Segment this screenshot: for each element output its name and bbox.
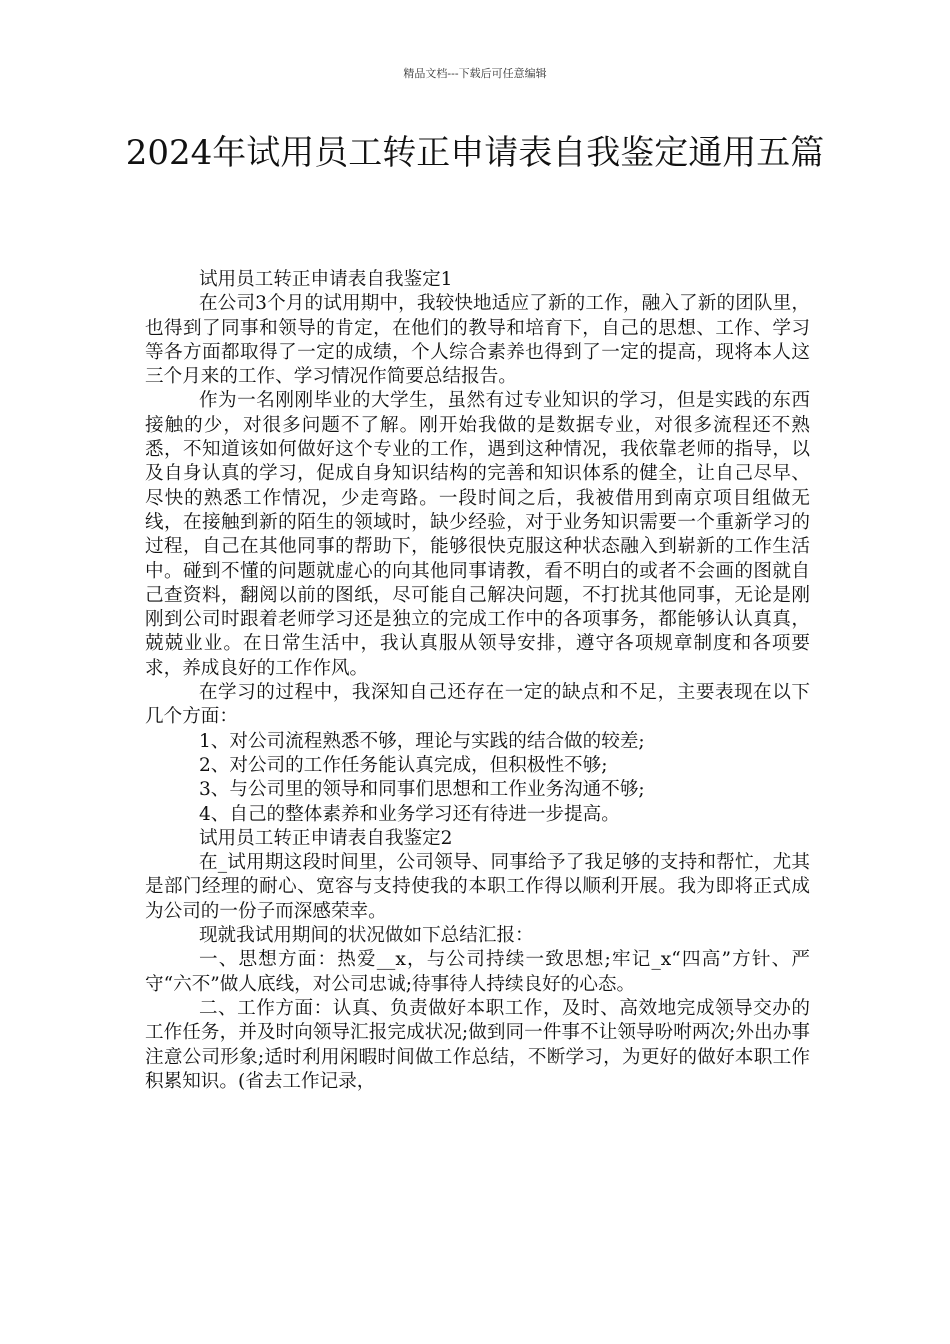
body-paragraph: 在公司3个月的试用期中，我较快地适应了新的工作，融入了新的团队里，也得到了同事和领导的肯定，在他们的教导和培育下，自己的思想、工作、学习等各方面都取得了一定的成绩，个人综合素养也得到了一定的提高，现将本人这三个月来的工作、学习情况作简要总结报告。 bbox=[145, 293, 810, 388]
document-title: 2024年试用员工转正申请表自我鉴定通用五篇 bbox=[125, 133, 825, 173]
body-paragraph: 二、工作方面：认真、负责做好本职工作，及时、高效地完成领导交办的工作任务，并及时向领导汇报完成状况;做到同一件事不让领导吩咐两次;外出办事注意公司形象;适时利用闲暇时间做工作总结，不断学习，为更好的做好本职工作积累知识。(省去工作记录， bbox=[145, 997, 810, 1092]
body-paragraph: 在学习的过程中，我深知自己还存在一定的缺点和不足，主要表现在以下几个方面： bbox=[145, 682, 810, 728]
list-item: 3、与公司里的领导和同事们思想和工作业务沟通不够; bbox=[198, 779, 645, 801]
list-item: 4、自己的整体素养和业务学习还有待进一步提高。 bbox=[198, 803, 620, 825]
body-paragraph: 现就我试用期间的状况做如下总结汇报： bbox=[198, 925, 534, 947]
section-heading: 试用员工转正申请表自我鉴定2 bbox=[198, 827, 453, 849]
body-paragraph: 一、思想方面：热爱__x，与公司持续一致思想;牢记_x“四高”方针、严守“六不”做人底线，对公司忠诚;待事待人持续良好的心态。 bbox=[145, 949, 810, 995]
body-paragraph: 在_试用期这段时间里，公司领导、同事给予了我足够的支持和帮忙，尤其是部门经理的耐心、宽容与支持使我的本职工作得以顺利开展。我为即将正式成为公司的一份子而深感荣幸。 bbox=[145, 852, 810, 922]
page-header: 精品文档---下载后可任意编辑 bbox=[403, 67, 547, 80]
list-item: 1、对公司流程熟悉不够，理论与实践的结合做的较差; bbox=[198, 730, 645, 752]
section-heading: 试用员工转正申请表自我鉴定1 bbox=[198, 269, 453, 290]
document-body bbox=[145, 268, 810, 1094]
body-paragraph: 作为一名刚刚毕业的大学生，虽然有过专业知识的学习，但是实践的东西接触的少，对很多问题不了解。刚开始我做的是数据专业，对很多流程还不熟悉，不知道该如何做好这个专业的工作，遇到这种情况，我依靠老师的指导，以及自身认真的学习，促成自身知识结构的完善和知识体系的健全，让自己尽早、尽快的熟悉工作情况，少走弯路。一段时间之后，我被借用到南京项目组做无线，在接触到新的陌生的领域时，缺少经验，对于业务知识需要一个重新学习的过程，自己在其他同事的帮助下，能够很快克服这种状态融入到崭新的工作生活中。碰到不懂的问题就虚心的向其他同事请教，看不明白的或者不会画的图就自己查资料，翻阅以前的图纸，尽可能自己解决问题，不打扰其他同事，无论是刚刚到公司时跟着老师学习还是独立的完成工作中的各项事务，都能够认认真真，兢兢业业。在日常生活中，我认真服从领导安排，遵守各项规章制度和各项要求，养成良好的工作作风。 bbox=[145, 390, 810, 679]
list-item: 2、对公司的工作任务能认真完成，但积极性不够; bbox=[198, 754, 608, 776]
